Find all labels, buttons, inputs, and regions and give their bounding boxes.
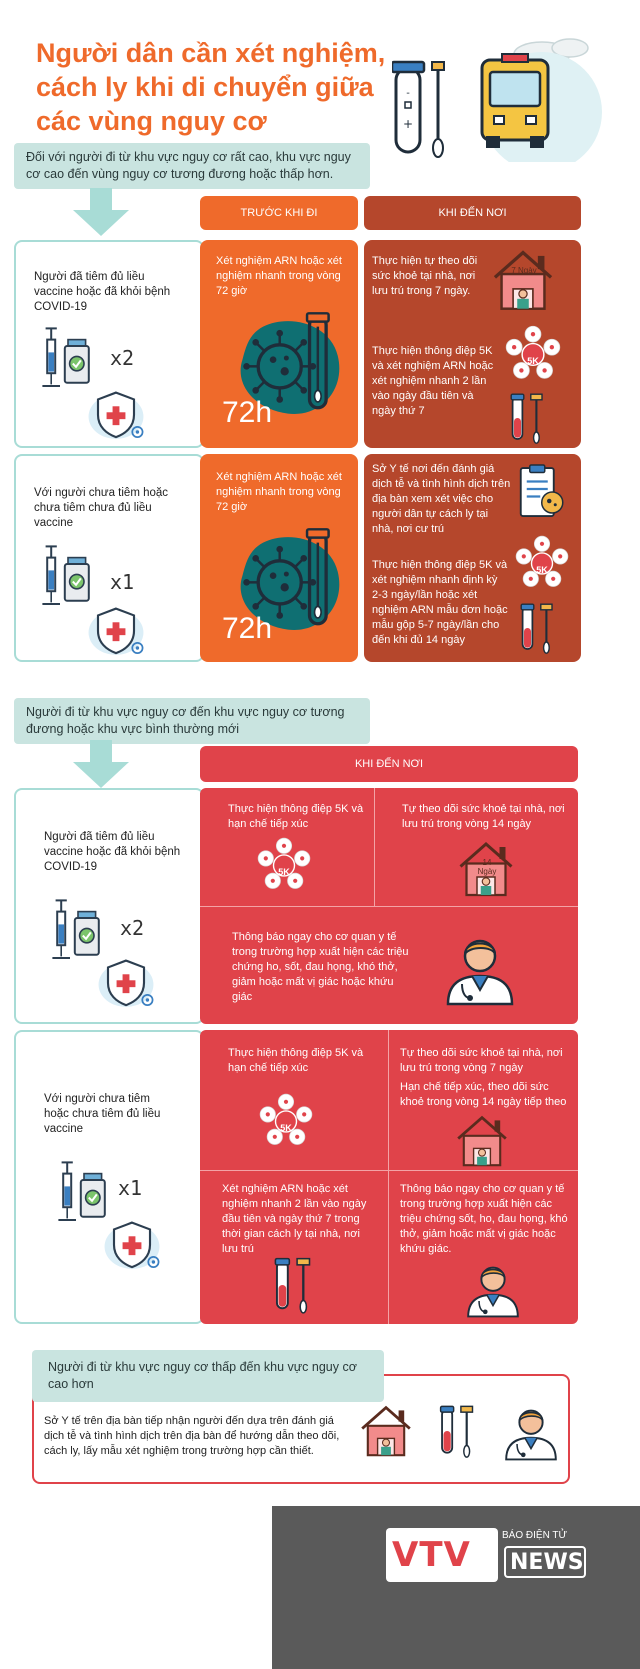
5k-badge-icon bbox=[258, 1092, 314, 1148]
shield-icon bbox=[86, 384, 146, 444]
brand-small-label: BÁO ĐIỆN TỬ bbox=[502, 1530, 568, 1541]
doctor-icon bbox=[440, 926, 520, 1006]
s2-row2-c2b: Hạn chế tiếp xúc, theo dõi sức khoẻ trong vòng 14 ngày tiếp theo bbox=[400, 1081, 567, 1108]
s2-row2-multiplier: x1 bbox=[118, 1176, 143, 1200]
s1-row1-arrive2: Thực hiện thông điệp 5K và xét nghiệm ARN hoặc xét nghiệm nhanh 2 lần vào ngày đầu tiên và ngày thứ 7 bbox=[372, 345, 494, 417]
s1-row1-before-text: Xét nghiệm ARN hoặc xét nghiệm nhanh trong vòng 72 giờ bbox=[216, 255, 342, 297]
s2-row2-c2a: Tự theo dõi sức khoẻ tại nhà, nơi lưu trú trong vòng 7 ngày bbox=[400, 1047, 563, 1074]
s1-row2-arrive1: Sở Y tế nơi đến đánh giá dịch tễ và tình hình dịch trên địa bàn xem xét việc cho người dân tự cách ly tại nhà, nơi cư trú bbox=[372, 463, 511, 535]
s2-row2-c4: Thông báo ngay cho cơ quan y tế trong trường hợp xuất hiện các triệu chứng sốt, ho, đau họng, khó thở, giảm hoặc mất vị giác hoặc khứu giác. bbox=[400, 1183, 568, 1255]
vtv-logo-text: VTV bbox=[392, 1535, 471, 1575]
s2-row1-grid bbox=[200, 788, 578, 1024]
clipboard-icon bbox=[514, 462, 568, 522]
5k-badge-label: 5K bbox=[280, 1123, 292, 1133]
page-title: Người dân cần xét nghiệm, cách ly khi di chuyển giữa các vùng nguy cơ bbox=[36, 38, 386, 136]
s1-row1-hours: 72h bbox=[222, 396, 273, 429]
s1-row2-arrive-card bbox=[364, 454, 581, 662]
5k-badge-label: 5K bbox=[278, 867, 290, 877]
5k-badge-icon bbox=[256, 836, 312, 892]
news-logo bbox=[504, 1546, 586, 1578]
s1-row1-multiplier: x2 bbox=[110, 346, 135, 370]
s2-row1-divider-h bbox=[200, 906, 578, 907]
header-on-arrival: KHI ĐẾN NƠI bbox=[364, 196, 581, 230]
s2-row1-house-label: 14 Ngày bbox=[477, 858, 497, 876]
house-icon bbox=[490, 246, 556, 312]
s2-row2-who: Với người chưa tiêm hoặc chưa tiêm đủ liều vaccine bbox=[44, 1093, 161, 1135]
footer-bar bbox=[272, 1506, 640, 1669]
s1-row2-before-card bbox=[200, 454, 358, 662]
test-tubes-icon bbox=[506, 390, 550, 446]
news-logo-text: NEWS bbox=[510, 1550, 584, 1575]
section2-arrow bbox=[73, 762, 129, 788]
s1-row2-multiplier: x1 bbox=[110, 570, 135, 594]
bus-test-icon bbox=[392, 32, 622, 162]
section1-arrow-stem bbox=[90, 188, 112, 210]
s2-row2-grid bbox=[200, 1030, 578, 1324]
section2-arrow-stem bbox=[90, 740, 112, 762]
shield-icon bbox=[102, 1214, 162, 1274]
s1-row1-before-card bbox=[200, 240, 358, 448]
test-tubes-icon bbox=[516, 600, 560, 656]
5k-badge-label: 5K bbox=[536, 565, 548, 575]
5k-badge-icon bbox=[504, 324, 562, 382]
s1-row1-house-label: 7 Ngày bbox=[511, 266, 537, 275]
s2-row1-who: Người đã tiêm đủ liều vaccine hoặc đã khỏi bệnh COVID-19 bbox=[44, 831, 181, 873]
vtv-logo bbox=[386, 1528, 498, 1582]
s1-row2-who: Với người chưa tiêm hoặc chưa tiêm chưa đủ liều vaccine bbox=[34, 487, 169, 529]
s2-row2-left-card bbox=[14, 1030, 204, 1324]
svg-text:+: + bbox=[402, 117, 414, 131]
s2-header-on-arrival: KHI ĐẾN NƠI bbox=[200, 746, 578, 782]
s1-row1-who: Người đã tiêm đủ liều vaccine hoặc đã khỏi bệnh COVID-19 bbox=[34, 271, 171, 313]
s2-row1-c2: Tự theo dõi sức khoẻ tại nhà, nơi lưu trú trong vòng 14 ngày bbox=[402, 803, 565, 830]
s1-row2-before-text: Xét nghiệm ARN hoặc xét nghiệm nhanh trong vòng 72 giờ bbox=[216, 471, 342, 513]
house-icon bbox=[358, 1400, 414, 1460]
s1-row2-left-card bbox=[14, 454, 204, 662]
test-tubes-icon bbox=[434, 1402, 482, 1460]
header-before-leaving: TRƯỚC KHI ĐI bbox=[200, 196, 358, 230]
section3-body: Sở Y tế trên địa bàn tiếp nhận người đến dựa trên đánh giá dịch tễ và tình hình dịch trên địa bàn để hướng dẫn theo dõi, cách ly, lấy mẫu xét nghiệm trong trường hợp cần thiết. bbox=[44, 1415, 340, 1457]
s2-row2-c1: Thực hiện thông điệp 5K và hạn chế tiếp xúc bbox=[228, 1047, 364, 1074]
s1-row2-arrive2: Thực hiện thông điệp 5K và xét nghiệm nhanh định kỳ 2-3 ngày/lần hoặc xét nghiệm ARN mẫu đơn hoặc mẫu gộp 5-7 ngày/lần cho đến khi đủ 14 ngày bbox=[372, 559, 508, 646]
section1-intro: Đối với người đi từ khu vực nguy cơ rất cao, khu vực nguy cơ cao đến vùng nguy cơ tương đương hoặc thấp hơn. bbox=[14, 143, 370, 189]
shield-icon bbox=[96, 952, 156, 1012]
doctor-icon bbox=[462, 1256, 524, 1318]
s2-row1-multiplier: x2 bbox=[120, 916, 145, 940]
shield-icon bbox=[86, 600, 146, 660]
doctor-icon bbox=[500, 1398, 562, 1462]
s2-row1-c3: Thông báo ngay cho cơ quan y tế trong trường hợp xuất hiện các triệu chứng ho, sốt, đau họng, khó thở, giảm hoặc mất vị giác hoặc khứu giác bbox=[232, 931, 409, 1003]
s1-row1-left-card bbox=[14, 240, 204, 448]
s1-row2-hours: 72h bbox=[222, 612, 273, 645]
s2-row2-divider-v bbox=[388, 1030, 389, 1324]
section3-intro: Người đi từ khu vực nguy cơ thấp đến khu vực nguy cơ cao hơn bbox=[32, 1350, 384, 1402]
s1-row1-arrive1: Thực hiện tự theo dõi sức khoẻ tại nhà, nơi lưu trú trong 7 ngày. bbox=[372, 255, 478, 297]
s2-row2-divider-h bbox=[200, 1170, 578, 1171]
s2-row1-left-card bbox=[14, 788, 204, 1024]
section2-intro: Người đi từ khu vực nguy cơ đến khu vực nguy cơ tương đương hoặc khu vực bình thường mới bbox=[14, 698, 370, 744]
test-tubes-icon bbox=[270, 1254, 318, 1316]
section1-arrow bbox=[73, 210, 129, 236]
house-icon bbox=[454, 1112, 510, 1168]
s2-row1-divider-v bbox=[374, 788, 375, 906]
s2-row2-c3: Xét nghiệm ARN hoặc xét nghiệm nhanh 2 lần vào ngày đầu tiên và ngày thứ 7 trong thời gian cách ly tại nhà, nơi lưu trú bbox=[222, 1183, 367, 1255]
svg-text:-: - bbox=[406, 88, 410, 99]
hero-illustration bbox=[392, 32, 622, 162]
s2-row1-c1: Thực hiện thông điệp 5K và hạn chế tiếp xúc bbox=[228, 803, 364, 830]
5k-badge-label: 5K bbox=[527, 356, 539, 366]
s1-row1-arrive-card bbox=[364, 240, 581, 448]
5k-badge-icon bbox=[514, 534, 570, 590]
